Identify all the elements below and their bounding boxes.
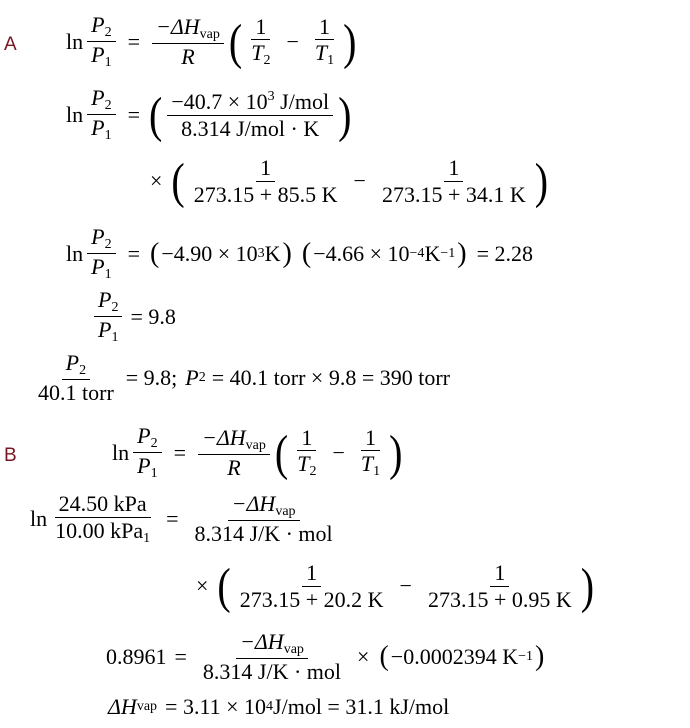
a-eq-product: ln $\frac{P_2}{P_1}$ = ( −4.90 × 10 3 K ) ( −4.66 × 10 −4 K −1 ) = 2.28 bbox=[66, 224, 533, 283]
b-eq-clausius-clapeyron: ln $\frac{P_2}{P_1}$ = $\frac{-\Delta H_{vap}}{R}$ ( $\frac{1}{T_2}$ − $\frac{1}{T_1}$ ) bbox=[112, 423, 403, 482]
a-eq-ratio: $\frac{P_2}{P_1}$ = 9.8 bbox=[90, 288, 176, 345]
a-eq-final-pressure: $\frac{P_2}{\text{40.1 torr}}$ = 9.8; P 2 = 40.1 torr × 9.8 = 390 torr bbox=[38, 350, 451, 406]
b-eq-result: ΔH vap = 3.11 × 10 4 J/mol = 31.1 kJ/mol bbox=[108, 694, 450, 719]
pressure-ratio: $\frac{P_2}{P_1}$ bbox=[87, 13, 115, 70]
part-b-label: B bbox=[4, 445, 17, 466]
a-enthalpy-fraction: $\frac{-40.7 \times 10^3 J/mol}{\text{8.314 J/mol · K}}$ bbox=[167, 89, 333, 141]
a-eq-substitution: ln $\frac{P_2}{P_1}$ = ( $\frac{-40.7 \times 10^3 J/mol}{\text{8.314 J/mol · K}}$ ) bbox=[66, 85, 352, 144]
enthalpy-over-r: $\frac{-\Delta H_{vap}}{R}$ bbox=[152, 15, 224, 69]
a-eq-clausius-clapeyron: ln $\frac{P_2}{P_1}$ = $\frac{-\Delta H_{vap}}{R}$ ( $\frac{1}{T_2}$ − $\frac{1}{T_1}$ ) bbox=[66, 12, 357, 71]
a-eq-temperature-terms: × ( $\frac{1}{273.15 + 85.5 K}$ − $\frac{1}{273.15 + 34.1 K}$ ) bbox=[150, 152, 549, 209]
b-eq-substitution: ln $\frac{\text{24.50 kPa}}{10.00 kPa_1}$ = $\frac{-\Delta H_{vap}}{\text{8.314 J/K · mol}}$ bbox=[30, 491, 333, 547]
b-eq-simplified: 0.8961 = $\frac{-\Delta H_{vap}}{\text{8.314 J/K · mol}}$ × ( −0.0002394 K −1 ) bbox=[106, 629, 545, 685]
part-a-label: A bbox=[4, 34, 17, 55]
b-eq-temperature-terms: × ( $\frac{1}{273.15 + 20.2 K}$ − $\frac{1}{273.15 + 0.95 K}$ ) bbox=[196, 557, 595, 614]
